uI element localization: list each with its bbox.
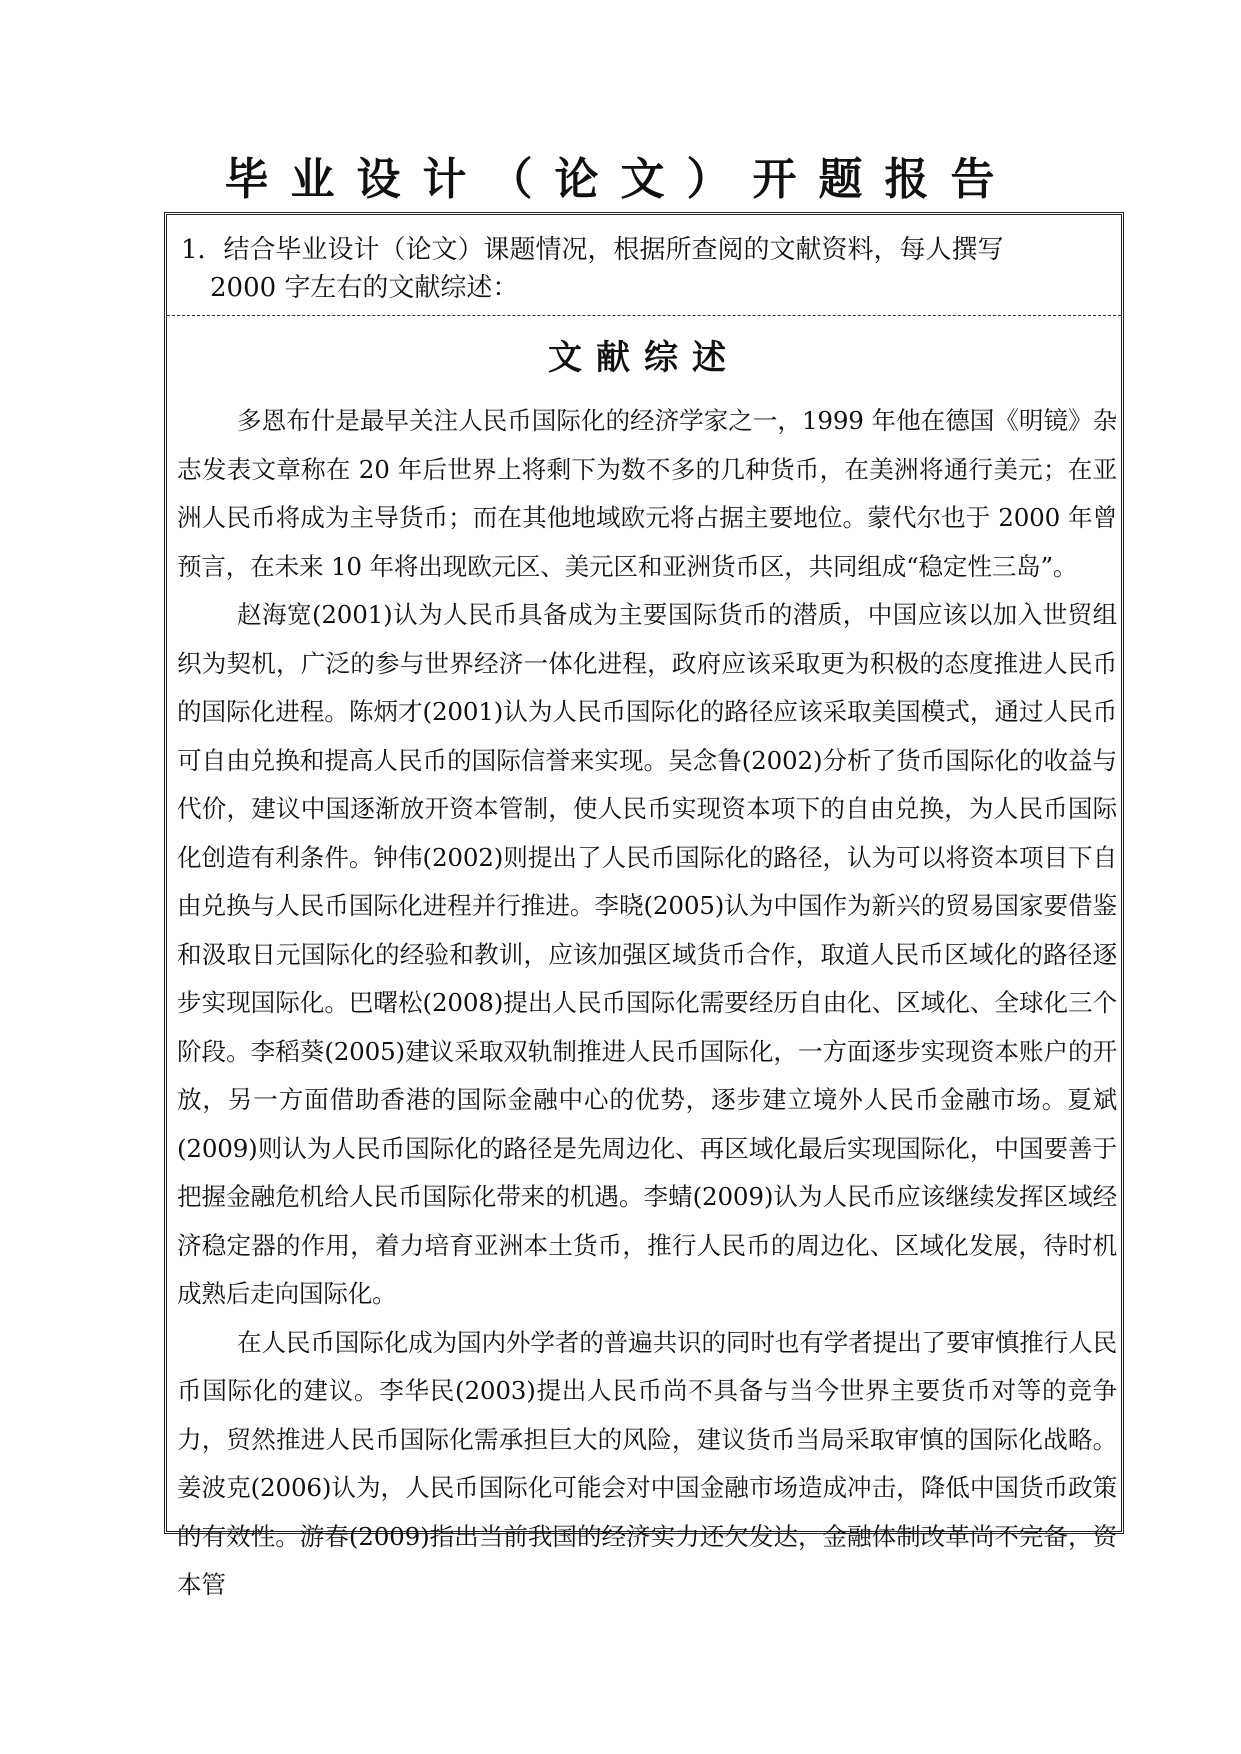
paragraph-2: 赵海宽(2001)认为人民币具备成为主要国际货币的潜质，中国应该以加入世贸组织为契机，广泛的参与世界经济一体化进程，政府应该采取更为积极的态度推进人民币的国际化进程。陈炳才(2001)认为人民币国际化的路径应该采取美国模式，通过人民币可自由兑换和提高人民币的国际信誉来实现。吴念鲁(2002)分析了货币国际化的收益与代价，建议中国逐渐放开资本管制，使人民币实现资本项下的自由兑换，为人民币国际化创造有利条件。钟伟(2002)则提出了人民币国际化的路径，认为可以将资本项目下自由兑换与人民币国际化进程并行推进。李晓(2005)认为中国作为新兴的贸易国家要借鉴和汲取日元国际化的经验和教训，应该加强区域货币合作，取道人民币区域化的路径逐步实现国际化。巴曙松(2008)提出人民币国际化需要经历自由化、区域化、全球化三个阶段。李稻葵(2005)建议采取双轨制推进人民币国际化，一方面逐步实现资本账户的开放，另一方面借助香港的国际金融中心的优势，逐步建立境外人民币金融市场。夏斌(2009)则认为人民币国际化的路径是先周边化、再区域化最后实现国际化，中国要善于把握金融危机给人民币国际化带来的机遇。李蜻(2009)认为人民币应该继续发挥区域经济稳定器的作用，着力培育亚洲本土货币，推行人民币的周边化、区域化发展，待时机成熟后走向国际化。: [177, 600, 1117, 1308]
instruction-text: [181, 231, 1111, 307]
paragraph-3: 在人民币国际化成为国内外学者的普遍共识的同时也有学者提出了要审慎推行人民币国际化的建议。李华民(2003)提出人民币尚不具备与当今世界主要货币对等的竞争力，贸然推进人民币国际化需承担巨大的风险，建议货币当局采取审慎的国际化战略。姜波克(2006)认为，人民币国际化可能会对中国金融市场造成冲击，降低中国货币政策的有效性。游春(2009)指出当前我国的经济实力还欠发达，金融体制改革尚不完备，资本管: [177, 1327, 1117, 1599]
dashed-divider: [167, 315, 1121, 316]
section-title: 文献综述: [548, 338, 740, 378]
page-title: 毕业设计（论文）开题报告: [224, 154, 1017, 205]
instruction-line-1: 1．结合毕业设计（论文）课题情况，根据所查阅的文献资料，每人撰写: [181, 235, 1004, 265]
paragraph-1: 多恩布什是最早关注人民币国际化的经济学家之一，1999 年他在德国《明镜》杂志发表文章称在 20 年后世界上将剩下为数不多的几种货币，在美洲将通行美元；在亚洲人民币将成为主导货币；而在其他地域欧元将占据主要地位。蒙代尔也于 2000 年曾预言，在未来 10 年将出现欧元区、美元区和亚洲货币区，共同组成“稳定性三岛”。: [177, 406, 1117, 581]
report-form-frame: [164, 212, 1124, 1599]
instruction-line-2: 2000 字左右的文献综述：: [210, 273, 519, 303]
literature-review-body: [177, 397, 1117, 1610]
